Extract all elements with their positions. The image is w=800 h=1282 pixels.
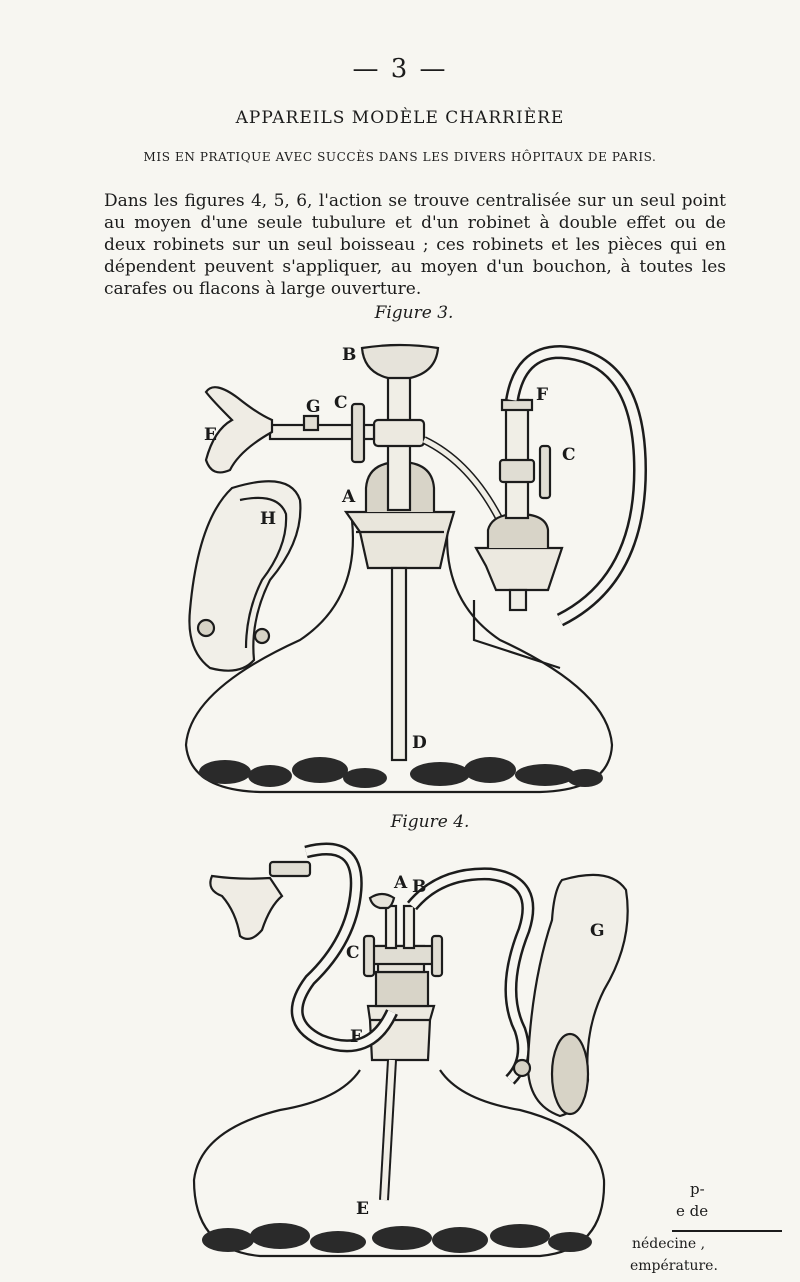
figure-4-caption: Figure 4. (390, 812, 470, 832)
label-b: B (342, 345, 357, 365)
page-subheading: MIS EN PRATIQUE AVEC SUCCÈS DANS LES DIVERS HÔPITAUX DE PARIS. (143, 150, 657, 164)
label-f: F (536, 385, 549, 405)
funnel-a-fig4 (370, 894, 394, 908)
bleed-text-3: nédecine , (632, 1236, 706, 1252)
figure-3-caption: Figure 3. (374, 303, 454, 323)
label-c: C (334, 393, 348, 413)
label-e-fig4: E (356, 1199, 369, 1219)
label-c-right: C (562, 445, 576, 465)
bleed-text-1: p- (690, 1180, 705, 1198)
label-d: D (412, 733, 427, 753)
stopcock-c-fig4 (364, 936, 374, 976)
label-a: A (342, 487, 356, 507)
label-g: G (306, 397, 321, 417)
label-h: H (260, 509, 277, 529)
label-c-fig4: C (346, 943, 360, 963)
label-e: E (204, 425, 217, 445)
label-a-fig4: A (394, 873, 408, 893)
bleed-text-2: e de (676, 1202, 709, 1220)
label-f-fig4: F (350, 1027, 363, 1047)
sediment-fig4 (202, 1223, 592, 1253)
margin-rule (672, 1230, 782, 1232)
page-number: — 3 — (352, 54, 448, 84)
intro-paragraph: Dans les figures 4, 5, 6, l'action se trouve centralisée sur un seul point au moyen d'une seule tubulure et d'un robinet à double effet ou de deux robinets sur un seul boisseau ; ces robinets et les pièces qui en dépendent peuvent s'appliquer, au moyen d'un bouchon, à toutes les carafes ou flacons à large ouverture. (104, 191, 726, 299)
label-g-fig4: G (590, 921, 605, 941)
page-heading: APPAREILS MODÈLE CHARRIÈRE (235, 108, 565, 128)
bleed-text-4: empérature. (630, 1258, 718, 1274)
valve-block-fig4 (366, 946, 438, 964)
label-b-fig4: B (412, 877, 427, 897)
mouthpiece-fig4 (210, 876, 282, 939)
